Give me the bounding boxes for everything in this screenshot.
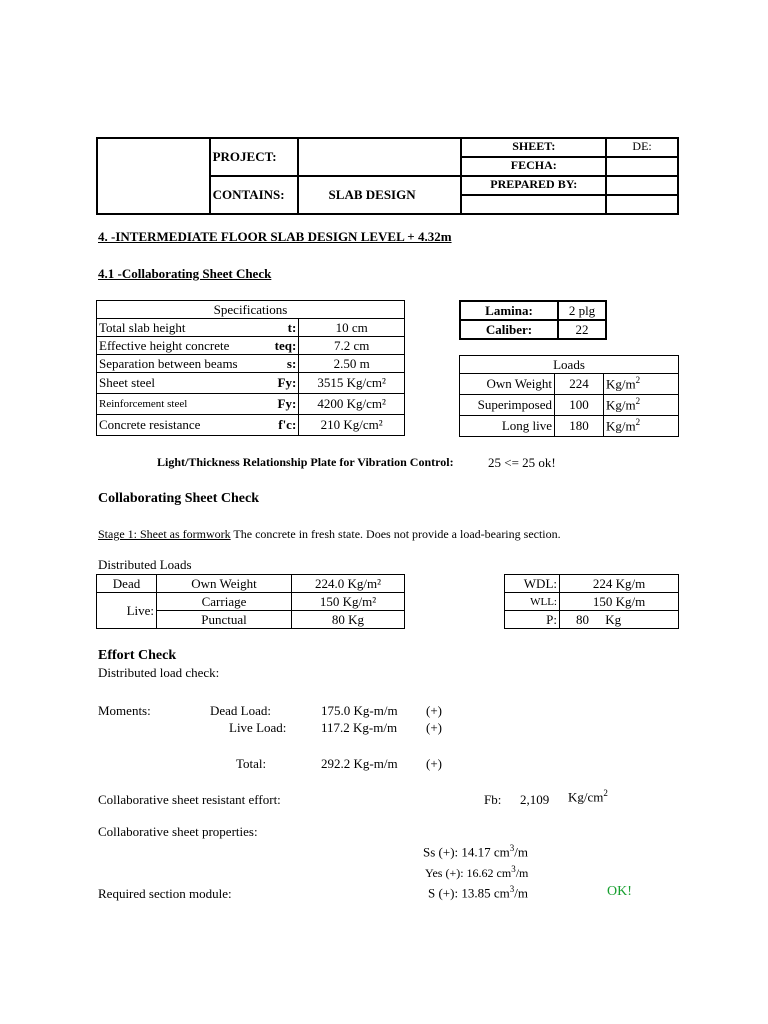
contains-value: SLAB DESIGN xyxy=(298,176,462,214)
required-label: Required section module: xyxy=(98,886,232,901)
spec-value: 2.50 m xyxy=(299,355,405,373)
spec-symbol: t: xyxy=(273,319,299,337)
dist-value: 150 Kg/m² xyxy=(292,593,405,611)
section-title: 4. -INTERMEDIATE FLOOR SLAB DESIGN LEVEL + 4.32m xyxy=(98,229,452,244)
dist-right-value: 80 Kg xyxy=(560,611,679,629)
total-label: Total: xyxy=(236,756,267,771)
subsection-title: 4.1 -Collaborating Sheet Check xyxy=(98,266,272,281)
dist-name: Punctual xyxy=(157,611,292,629)
project-label: PROJECT: xyxy=(210,138,298,176)
spec-symbol: teq: xyxy=(273,337,299,355)
spec-symbol: Fy: xyxy=(273,394,299,415)
properties-label: Collaborative sheet properties: xyxy=(98,824,258,839)
spec-symbol: f'c: xyxy=(273,415,299,436)
stage-text: Stage 1: Sheet as formwork The concrete in fresh state. Does not provide a load-bearing section. xyxy=(98,527,561,541)
fb-value: 2,109 xyxy=(520,792,550,807)
dist-right-label: WLL: xyxy=(505,593,560,611)
contains-label: CONTAINS: xyxy=(210,176,298,214)
spec-value: 10 cm xyxy=(299,319,405,337)
dead-load-sign: (+) xyxy=(426,703,442,718)
resistant-label: Collaborative sheet resistant effort: xyxy=(98,792,281,807)
loads-table xyxy=(459,355,679,437)
effort-title: Effort Check xyxy=(98,648,177,663)
dead-load-value: 175.0 Kg-m/m xyxy=(321,703,398,718)
spec-label: Effective height concrete xyxy=(97,337,273,355)
vibration-label: Light/Thickness Relationship Plate for Vibration Control: xyxy=(157,455,454,469)
dist-right-label: P: xyxy=(505,611,560,629)
specs-table xyxy=(96,300,405,436)
load-unit: $Kg/m^2$ xyxy=(604,395,679,416)
spec-label: Separation between beams xyxy=(97,355,273,373)
spec-value: 210 Kg/cm² xyxy=(299,415,405,436)
specs-header: Specifications xyxy=(97,301,405,319)
project-value xyxy=(298,138,462,176)
spec-symbol: s: xyxy=(273,355,299,373)
live-load-sign: (+) xyxy=(426,720,442,735)
moments-label: Moments: xyxy=(98,703,151,718)
load-label: Long live xyxy=(460,416,555,437)
lamina-table xyxy=(459,300,607,340)
load-value: 100 xyxy=(555,395,604,416)
dist-name: Carriage xyxy=(157,593,292,611)
header-table xyxy=(96,137,679,215)
spec-label: Sheet steel xyxy=(97,373,273,394)
load-unit: $Kg/m^2$ xyxy=(604,416,679,437)
de-label: DE: xyxy=(607,139,677,158)
prepared-label: PREPARED BY: xyxy=(462,177,605,196)
dist-value: 80 Kg xyxy=(292,611,405,629)
ss-value: Ss (+): 14.17 $cm^3/m$ xyxy=(423,843,529,860)
spec-value: 7.2 cm xyxy=(299,337,405,355)
check-title: Collaborating Sheet Check xyxy=(98,491,259,506)
vibration-value: 25 <= 25 ok! xyxy=(488,455,556,470)
load-label: Superimposed xyxy=(460,395,555,416)
lamina-label: Lamina: xyxy=(460,301,558,320)
spec-symbol: Fy: xyxy=(273,373,299,394)
live-load-value: 117.2 Kg-m/m xyxy=(321,720,398,735)
load-unit: $Kg/m^2$ xyxy=(604,374,679,395)
distributed-right-table xyxy=(504,574,679,629)
total-value: 292.2 Kg-m/m xyxy=(321,756,398,771)
load-value: 224 xyxy=(555,374,604,395)
dist-name: Own Weight xyxy=(157,575,292,593)
load-value: 180 xyxy=(555,416,604,437)
load-label: Own Weight xyxy=(460,374,555,395)
dist-right-value: 150 Kg/m xyxy=(560,593,679,611)
fb-label: Fb: xyxy=(484,792,502,807)
dist-right-value: 224 Kg/m xyxy=(560,575,679,593)
caliber-value: 22 xyxy=(558,320,606,339)
required-value: S (+): 13.85 $cm^3/m$ xyxy=(428,884,528,901)
fecha-label: FECHA: xyxy=(510,158,557,172)
dead-label: Dead xyxy=(97,575,157,593)
lamina-value: 2 plg xyxy=(558,301,606,320)
dist-right-label: WDL: xyxy=(505,575,560,593)
distributed-title: Distributed Loads xyxy=(98,557,192,572)
sheet-label: SHEET: xyxy=(462,139,605,158)
spec-label: Reinforcement steel xyxy=(97,394,273,415)
caliber-label: Caliber: xyxy=(460,320,558,339)
dist-value: 224.0 Kg/m² xyxy=(292,575,405,593)
logo-cell xyxy=(97,138,210,214)
dead-load-label: Dead Load: xyxy=(210,703,272,718)
live-label: Live: xyxy=(97,593,157,629)
distributed-table xyxy=(96,574,405,629)
loads-header: Loads xyxy=(460,356,679,374)
ok-indicator: OK! xyxy=(607,884,632,899)
spec-value: 4200 Kg/cm² xyxy=(299,394,405,415)
effort-subtitle: Distributed load check: xyxy=(98,665,220,680)
yes-value: Yes (+): 16.62 $cm^3/m$ xyxy=(425,864,529,880)
fb-unit: $Kg/cm^2$ xyxy=(568,788,608,805)
spec-value: 3515 Kg/cm² xyxy=(299,373,405,394)
spec-label: Concrete resistance xyxy=(97,415,273,436)
live-load-label: Live Load: xyxy=(229,720,287,735)
spec-label: Total slab height xyxy=(97,319,273,337)
total-sign: (+) xyxy=(426,756,442,771)
